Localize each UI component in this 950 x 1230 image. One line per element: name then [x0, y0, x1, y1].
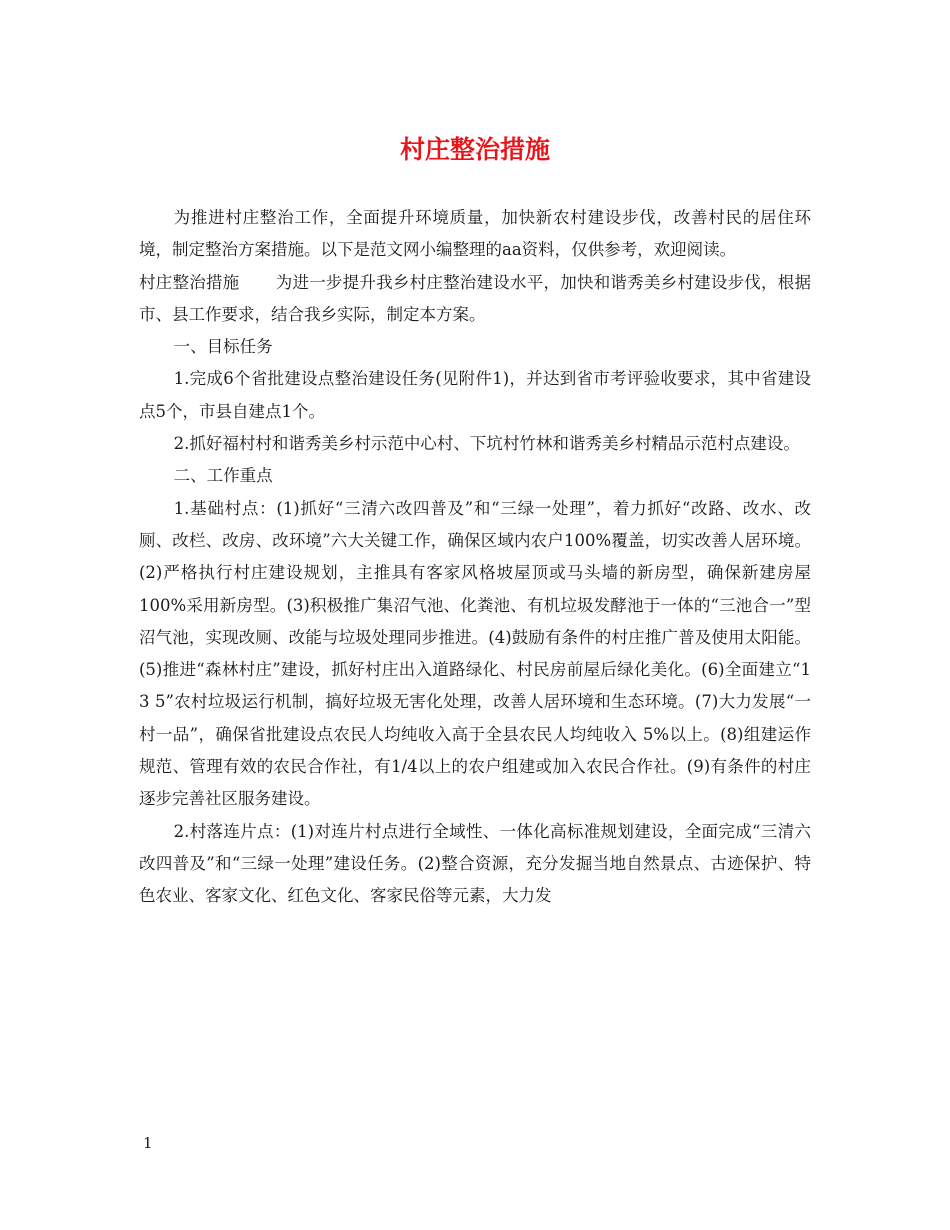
- lead-paragraph: [139, 267, 811, 332]
- focus-item-2: 2.村落连片点：(1)对连片村点进行全域性、一体化高标准规划建设，全面完成“三清六改四普及”和“三绿一处理”建设任务。(2)整合资源，充分发掘当地自然景点、古迹保护、特色农业、客家文化、红色文化、客家民俗等元素，大力发: [139, 821, 811, 906]
- lead-text: 为进一步提升我乡村庄整治建设水平，加快和谐秀美乡村建设步伐，根据市、县工作要求，结合我乡实际，制定本方案。: [139, 272, 812, 324]
- page-number: 1: [143, 1134, 153, 1152]
- section-heading-goals: 一、目标任务: [173, 337, 273, 357]
- section-heading-focus: 二、工作重点: [173, 466, 273, 486]
- goal-item-2: 2.抓好福村村和谐秀美乡村示范中心村、下坑村竹林和谐秀美乡村精品示范村点建设。: [173, 434, 800, 454]
- document-title: 村庄整治措施: [399, 135, 550, 164]
- document-body: [139, 202, 811, 913]
- intro-paragraph: 为推进村庄整治工作，全面提升环境质量，加快新农村建设步伐，改善村民的居住环境，制定整治方案措施。以下是范文网小编整理的aa资料，仅供参考，欢迎阅读。: [139, 208, 811, 260]
- goal-item-1: 1.完成6个省批建设点整治建设任务(见附件1)，并达到省市考评验收要求，其中省建设点5个，市县自建点1个。: [139, 369, 811, 421]
- inline-heading: 村庄整治措施: [139, 272, 240, 292]
- focus-item-1: 1.基础村点：(1)抓好“三清六改四普及”和“三绿一处理”，着力抓好“改路、改水、改厕、改栏、改房、改环境”六大关键工作，确保区域内农户100%覆盖，切实改善人居环境。(2)严格执行村庄建设规划，主推具有客家风格坡屋顶或马头墙的新房型，确保新建房屋100%采用新房型。(3)积极推广集沼气池、化粪池、有机垃圾发酵池于一体的“三池合一”型沼气池，实现改厕、改能与垃圾处理同步推进。(4)鼓励有条件的村庄推广普及使用太阳能。(5)推进“森林村庄”建设，抓好村庄出入道路绿化、村民房前屋后绿化美化。(6)全面建立“1 3 5”农村垃圾运行机制，搞好垃圾无害化处理，改善人居环境和生态环境。(7)大力发展“一村一品”，确保省批建设点农民人均纯收入高于全县农民人均纯收入 5%以上。(8)组建运作规范、管理有效的农民合作社，有1/4以上的农户组建或加入农民合作社。(9)有条件的村庄逐步完善社区服务建设。: [139, 498, 811, 809]
